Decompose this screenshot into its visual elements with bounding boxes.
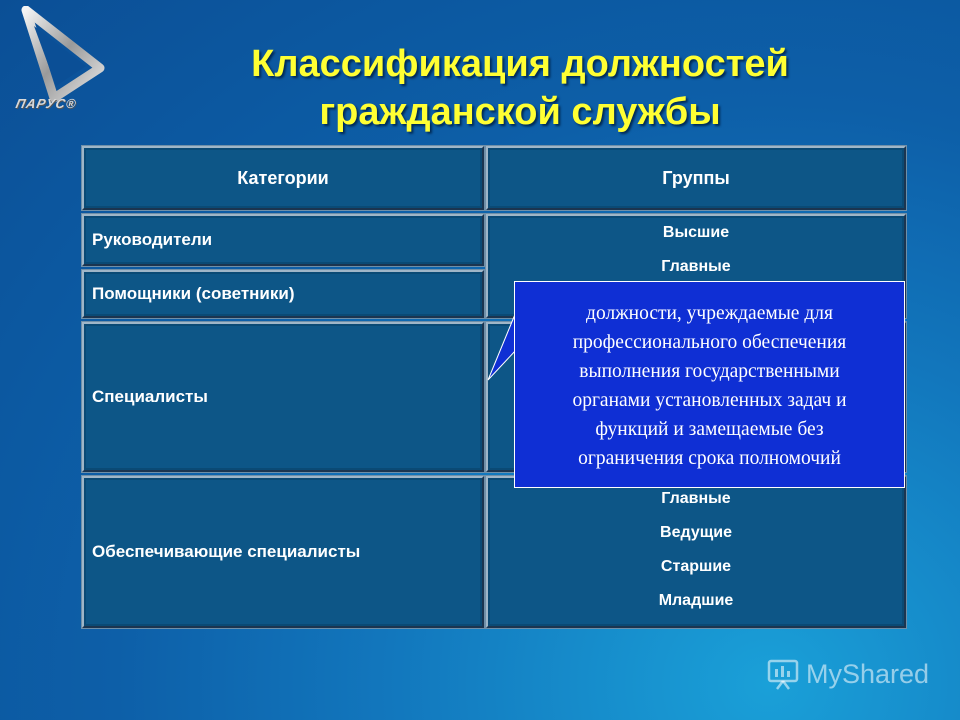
myshared-watermark	[766, 654, 929, 694]
category-label: Помощники (советники)	[92, 284, 295, 303]
group-label: Главные	[661, 258, 731, 275]
group-label: Главные	[661, 490, 731, 507]
presentation-icon	[766, 657, 800, 691]
category-row-3	[82, 322, 484, 472]
group-label: Ведущие	[660, 524, 732, 541]
category-label: Специалисты	[92, 387, 208, 406]
logo-text: ПАРУС®	[14, 96, 79, 111]
group-label: Высшие	[662, 224, 730, 241]
header-categories-label: Категории	[237, 167, 329, 188]
title-line-2: гражданской службы	[319, 91, 721, 133]
category-label: Руководители	[92, 230, 213, 249]
watermark-text: MyShared	[806, 658, 930, 689]
category-row-1	[82, 214, 484, 266]
page-title	[160, 40, 880, 136]
header-categories	[82, 146, 484, 210]
groups-row-4	[486, 476, 906, 628]
category-row-4	[82, 476, 484, 628]
group-label: Младшие	[658, 592, 734, 609]
category-row-2	[82, 270, 484, 318]
category-label: Обеспечивающие специалисты	[92, 542, 361, 561]
title-line-1: Классификация должностей	[251, 43, 789, 85]
group-label: Старшие	[660, 558, 732, 575]
header-groups-label: Группы	[662, 167, 730, 188]
callout-text: должности, учреждаемые для профессионального обеспечения выполнения государственными органами установленных задач и функций и замещаемые без ограничения срока полномочий	[572, 302, 847, 469]
header-groups	[486, 146, 906, 210]
definition-callout	[514, 281, 905, 488]
